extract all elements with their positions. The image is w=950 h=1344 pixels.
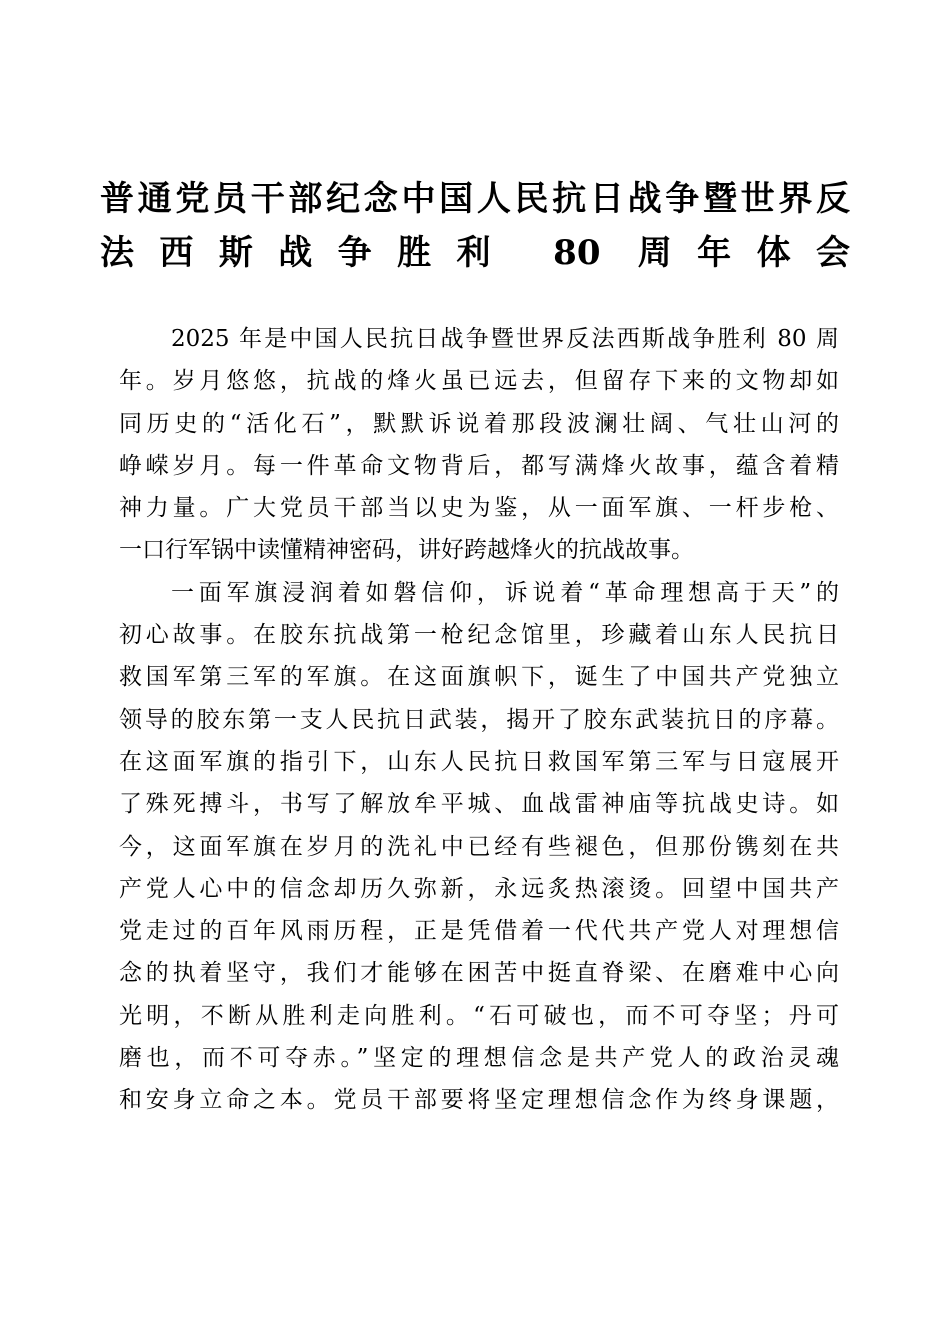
- paragraph-line: 今，这面军旗在岁月的洗礼中已经有些褪色，但那份镌刻在共: [119, 833, 839, 860]
- paragraph-line: 神力量。广大党员干部当以史为鉴，从一面军旗、一杆步枪、: [119, 495, 839, 522]
- paragraph-line: 产党人心中的信念却历久弥新，永远炙热滚烫。回望中国共产: [119, 875, 839, 902]
- document-title: [100, 172, 850, 280]
- paragraph-line: 峥嵘岁月。每一件革命文物背后，都写满烽火故事，蕴含着精: [119, 452, 839, 479]
- paragraph-line: 光明，不断从胜利走向胜利。“石可破也，而不可夺坚；丹可: [119, 1002, 839, 1029]
- paragraph-line: 在这面军旗的指引下，山东人民抗日救国军第三军与日寇展开: [119, 748, 839, 775]
- title-line-1: 普通党员干部纪念中国人民抗日战争暨世界反: [100, 179, 850, 219]
- paragraph-line: 党走过的百年风雨历程，正是凭借着一代代共产党人对理想信: [119, 918, 839, 945]
- paragraph-line: 一口行军锅中读懂精神密码，讲好跨越烽火的抗战故事。: [119, 537, 694, 564]
- paragraph-2: [119, 572, 839, 1122]
- document-body: [119, 318, 839, 1122]
- paragraph-1: [119, 318, 839, 572]
- paragraph-line: 救国军第三军的军旗。在这面旗帜下，诞生了中国共产党独立: [119, 664, 839, 691]
- paragraph-line: 2025 年是中国人民抗日战争暨世界反法西斯战争胜利 80 周: [171, 326, 839, 352]
- paragraph-line: 和安身立命之本。党员干部要将坚定理想信念作为终身课题，: [119, 1087, 839, 1114]
- paragraph-line: 初心故事。在胶东抗战第一枪纪念馆里，珍藏着山东人民抗日: [119, 622, 839, 649]
- paragraph-line: 磨也，而不可夺赤。”坚定的理想信念是共产党人的政治灵魂: [119, 1045, 839, 1072]
- paragraph-line: 年。岁月悠悠，抗战的烽火虽已远去，但留存下来的文物却如: [119, 368, 839, 395]
- paragraph-line: 同历史的“活化石”，默默诉说着那段波澜壮阔、气壮山河的: [119, 410, 839, 437]
- paragraph-line: 领导的胶东第一支人民抗日武装，揭开了胶东武装抗日的序幕。: [119, 706, 839, 733]
- paragraph-line: 一面军旗浸润着如磐信仰，诉说着“革命理想高于天”的: [171, 579, 839, 606]
- paragraph-line: 念的执着坚守，我们才能够在困苦中挺直脊梁、在磨难中心向: [119, 960, 839, 987]
- title-line-2: 法西斯战争胜利 80 周年体会: [100, 233, 850, 273]
- paragraph-line: 了殊死搏斗，书写了解放牟平城、血战雷神庙等抗战史诗。如: [119, 791, 839, 818]
